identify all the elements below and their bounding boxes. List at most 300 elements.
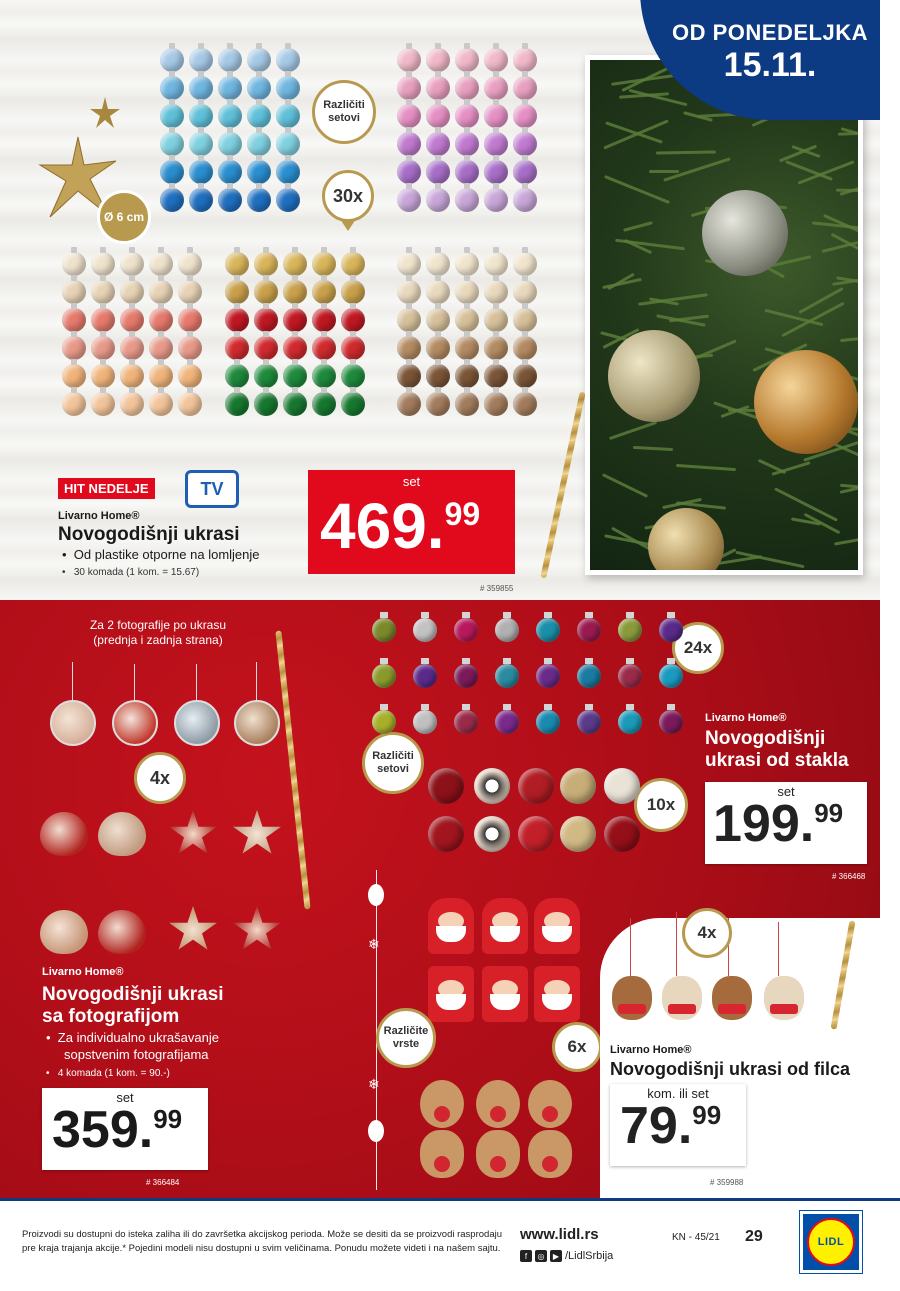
tree-needle	[632, 446, 672, 451]
classic-ornament	[254, 280, 278, 304]
neutral-ornament	[484, 308, 508, 332]
classic-ornament	[283, 308, 307, 332]
pastel-ornament	[149, 364, 173, 388]
neutral-ornament	[484, 392, 508, 416]
glass-ball-red	[428, 768, 464, 804]
date-badge-line1: OD PONEDELJKA	[672, 20, 868, 45]
pastel-ornament	[120, 364, 144, 388]
offer2-code: # 366484	[146, 1178, 180, 1187]
classic-ornament	[283, 336, 307, 360]
offer3-price-cents: 99	[814, 798, 844, 828]
pastel-ornament	[149, 308, 173, 332]
bottom-offers-section	[0, 600, 880, 1198]
blue-ornament	[247, 160, 271, 184]
offer2-bullet2: • 4 komada (1 kom. = 90.-)	[46, 1068, 170, 1079]
glass-ornament	[413, 710, 437, 734]
glass-ball-white	[604, 768, 640, 804]
tv-icon-label: TV	[200, 478, 224, 499]
tree-needle	[609, 421, 657, 440]
glass-ornament	[659, 664, 683, 688]
glass-ball-pattern	[474, 816, 510, 852]
pink-ornament	[426, 188, 450, 212]
offer2-price-label: set	[116, 1090, 134, 1105]
classic-ornament	[283, 280, 307, 304]
classic-ornament	[225, 308, 249, 332]
offer3-price	[713, 792, 843, 856]
tree-needle	[649, 170, 679, 173]
pink-ornament	[513, 160, 537, 184]
blue-ornament	[247, 104, 271, 128]
blue-ornament	[160, 48, 184, 72]
glass-ornament	[577, 710, 601, 734]
pastel-ornament	[149, 252, 173, 276]
offer4-count-badge-b	[552, 1022, 602, 1072]
offer1-brand: Livarno Home®	[58, 510, 140, 522]
garland-snowflake-icon: ❄	[368, 1076, 380, 1092]
glass-ball-pattern	[474, 768, 510, 804]
pastel-ornament	[91, 364, 115, 388]
pink-ornament	[513, 76, 537, 100]
pink-ornament	[455, 48, 479, 72]
pink-ornament	[426, 48, 450, 72]
classic-ornament	[225, 364, 249, 388]
offer3-title-line2: ukrasi od stakla	[705, 750, 849, 771]
felt-reindeer-ornament	[612, 976, 652, 1020]
offer1-price-box	[308, 470, 515, 574]
count-badge	[322, 170, 374, 222]
ornament-grid-lower-left	[62, 252, 202, 416]
pastel-ornament	[149, 280, 173, 304]
offer3-brand: Livarno Home®	[705, 712, 787, 724]
pastel-ornament	[149, 392, 173, 416]
glass-ornament	[536, 710, 560, 734]
classic-ornament	[225, 252, 249, 276]
pink-ornament	[513, 188, 537, 212]
glass-ball-red	[428, 816, 464, 852]
photo-ornament-ball	[174, 700, 220, 746]
string	[630, 918, 631, 976]
neutral-ornament	[397, 336, 421, 360]
ornament-grid-lower-right	[397, 252, 537, 416]
lidl-logo	[800, 1211, 862, 1273]
neutral-ornament	[513, 336, 537, 360]
blue-ornament	[218, 160, 242, 184]
date-badge-line2: 15.11.	[723, 46, 817, 84]
neutral-ornament	[455, 308, 479, 332]
blue-ornament	[247, 48, 271, 72]
sets-badge	[312, 80, 376, 144]
pastel-ornament	[178, 336, 202, 360]
neutral-ornament	[484, 280, 508, 304]
glass-ornament	[454, 618, 478, 642]
blue-ornament	[160, 160, 184, 184]
offer3-code: # 366468	[832, 872, 866, 881]
offer1-bullet1-text: Od plastike otporne na lomljenje	[73, 547, 260, 562]
offer4-price-cents: 99	[692, 1100, 722, 1130]
glass-ball-red	[604, 816, 640, 852]
glass-ball-red	[518, 768, 554, 804]
offer2-bullet1-cont: sopstvenim fotografijama	[64, 1047, 209, 1062]
offer1-bullet1: • Od plastike otporne na lomljenje	[62, 547, 260, 562]
photo-ornament-heart	[98, 812, 146, 856]
classic-ornament	[312, 280, 336, 304]
neutral-ornament	[397, 392, 421, 416]
pastel-ornament	[178, 364, 202, 388]
offer2-bullet2-text: 4 komada (1 kom. = 90.-)	[57, 1068, 170, 1079]
top-offer-section	[0, 0, 900, 600]
neutral-ornament	[426, 308, 450, 332]
blue-ornament	[276, 132, 300, 156]
tree-needle	[799, 287, 844, 314]
facebook-icon[interactable]: f	[520, 1250, 532, 1262]
pink-ornament	[397, 160, 421, 184]
pink-ornament	[426, 104, 450, 128]
offer3-count-badge-b-label: 10x	[646, 795, 676, 814]
pastel-ornament	[120, 308, 144, 332]
blue-ornament	[189, 132, 213, 156]
photo-ornament-heart	[40, 910, 88, 954]
offer2-price-box	[42, 1088, 208, 1170]
blue-ornament	[189, 188, 213, 212]
glass-ball-red	[518, 816, 554, 852]
pink-ornament	[455, 132, 479, 156]
tree-needle	[623, 221, 653, 232]
blue-ornament	[160, 188, 184, 212]
blue-ornament	[189, 76, 213, 100]
blue-ornament	[247, 188, 271, 212]
offer2-price	[52, 1098, 182, 1162]
pink-ornament	[426, 132, 450, 156]
lidl-logo-text: LIDL	[817, 1236, 845, 1248]
glass-ornament	[618, 664, 642, 688]
photo-ornament-heart	[40, 812, 88, 856]
glass-ornament	[495, 710, 519, 734]
blue-ornament	[247, 76, 271, 100]
santa-ornament	[428, 898, 474, 954]
neutral-ornament	[513, 392, 537, 416]
glass-ornament	[372, 618, 396, 642]
offer1-title: Novogodišnji ukrasi	[58, 524, 240, 545]
pastel-ornament	[62, 308, 86, 332]
pink-ornament	[484, 188, 508, 212]
offer2-title-line1: Novogodišnji ukrasi	[42, 984, 224, 1005]
pink-ornament	[426, 76, 450, 100]
string	[256, 662, 257, 702]
glass-ornament	[536, 618, 560, 642]
offer4-code: # 359988	[710, 1178, 744, 1187]
offer4-brand: Livarno Home®	[610, 1044, 692, 1056]
pink-ornament	[397, 104, 421, 128]
instagram-icon[interactable]: ◎	[535, 1250, 547, 1262]
classic-ornament	[254, 308, 278, 332]
pink-ornament	[455, 104, 479, 128]
neutral-ornament	[455, 280, 479, 304]
offer4-title: Novogodišnji ukrasi od filca	[610, 1059, 851, 1079]
youtube-icon[interactable]: ▶	[550, 1250, 562, 1262]
size-badge	[97, 190, 151, 244]
photo-ornament-star	[168, 810, 218, 858]
offer2-price-int: 359.	[52, 1101, 154, 1159]
offer4-types-badge-label: Različite vrste	[383, 1025, 429, 1050]
blue-ornament	[218, 104, 242, 128]
footer-disclaimer: Proizvodi su dostupni do isteka zaliha ili do završetka akcijskog perioda. Može se desiti da se proizvodi rasprodaju pre kraja trajanja akcije.* Pojedini modeli nisu dostupni u svim veličinama. Ponudu možete videti i na našem sajtu.	[22, 1229, 503, 1254]
classic-ornament	[312, 336, 336, 360]
photo-ornament-star	[232, 810, 282, 858]
reindeer-ornament	[528, 1080, 572, 1128]
neutral-ornament	[513, 364, 537, 388]
offer3-sets-badge	[362, 732, 424, 794]
neutral-ornament	[513, 252, 537, 276]
pink-ornament	[455, 188, 479, 212]
glass-ornament	[659, 618, 683, 642]
neutral-ornament	[426, 392, 450, 416]
tree-needle	[798, 160, 855, 184]
pastel-ornament	[62, 252, 86, 276]
glass-ornament	[536, 664, 560, 688]
santa-ornament	[482, 966, 528, 1022]
blue-ornament	[276, 48, 300, 72]
pastel-ornament	[178, 392, 202, 416]
santa-ornament	[534, 966, 580, 1022]
offer2-title-line2: sa fotografijom	[42, 1006, 180, 1027]
offer3-count-badge-b	[634, 778, 688, 832]
pink-ornament	[484, 76, 508, 100]
sets-badge-label: Različiti setovi	[323, 99, 365, 124]
size-badge-label: Ø 6 cm	[103, 210, 145, 224]
offer4-count-badge-a	[682, 908, 732, 958]
offer1-code: # 359855	[480, 584, 514, 593]
neutral-ornament	[426, 364, 450, 388]
pink-ornament	[513, 104, 537, 128]
pink-ornament	[397, 48, 421, 72]
blue-ornament	[160, 132, 184, 156]
blue-ornament	[160, 76, 184, 100]
glass-ornament	[495, 664, 519, 688]
offer3-price-int: 199.	[713, 795, 815, 853]
pink-ornament	[513, 48, 537, 72]
pastel-ornament	[149, 336, 173, 360]
blue-ornament	[276, 188, 300, 212]
pink-ornament	[513, 132, 537, 156]
footer-line	[0, 1198, 900, 1201]
pastel-ornament	[91, 392, 115, 416]
photo-ornament-heart	[98, 910, 146, 954]
neutral-ornament	[426, 252, 450, 276]
classic-ornament	[312, 364, 336, 388]
photo-ornament-ball	[234, 700, 280, 746]
copper-ball	[754, 350, 858, 454]
champagne-ball	[608, 330, 700, 422]
pink-ornament	[426, 160, 450, 184]
neutral-ornament	[455, 252, 479, 276]
glass-ornament	[413, 618, 437, 642]
pastel-ornament	[91, 252, 115, 276]
neutral-ornament	[513, 308, 537, 332]
count-badge-tail	[340, 219, 356, 231]
neutral-ornament	[455, 392, 479, 416]
offer3-count-badge-a-label: 24x	[683, 638, 713, 657]
pastel-ornament	[62, 280, 86, 304]
pink-ornament	[484, 132, 508, 156]
pink-ornament	[484, 160, 508, 184]
tree-needle	[676, 464, 736, 471]
tree-needle	[656, 150, 716, 154]
neutral-ornament	[455, 336, 479, 360]
lidl-logo-circle	[807, 1218, 855, 1266]
offer3-price-box	[705, 782, 867, 864]
photo-ornament-star	[232, 906, 282, 954]
offer3-title-line1: Novogodišnji	[705, 728, 826, 749]
footer	[0, 1198, 900, 1291]
tree-needle	[840, 333, 863, 342]
classic-ornament	[225, 336, 249, 360]
neutral-ornament	[397, 364, 421, 388]
classic-ornament	[341, 308, 365, 332]
pink-ornament	[397, 76, 421, 100]
offer2-count-badge	[134, 752, 186, 804]
blue-ornament	[276, 160, 300, 184]
classic-ornament	[312, 252, 336, 276]
classic-ornament	[254, 252, 278, 276]
glass-ball-gold	[560, 816, 596, 852]
offer1-price-cents: 99	[444, 496, 481, 532]
classic-ornament	[312, 308, 336, 332]
ornament-grid-pink	[397, 48, 537, 212]
ornament-grid-blue	[160, 48, 300, 212]
garland-snowflake-icon: ❄	[368, 936, 380, 952]
offer4-types-badge	[376, 1008, 436, 1068]
offer2-count-badge-label: 4x	[149, 767, 171, 788]
classic-ornament	[254, 392, 278, 416]
glass-ornament	[618, 618, 642, 642]
classic-ornament	[225, 280, 249, 304]
string	[72, 662, 73, 702]
neutral-ornament	[484, 252, 508, 276]
reindeer-ornament	[476, 1130, 520, 1178]
gold-ribbon	[275, 630, 310, 909]
pastel-ornament	[120, 252, 144, 276]
glass-ornament	[372, 710, 396, 734]
pastel-ornament	[62, 336, 86, 360]
blue-ornament	[218, 76, 242, 100]
neutral-ornament	[426, 336, 450, 360]
blue-ornament	[276, 104, 300, 128]
hit-label	[58, 478, 155, 499]
footer-kn: KN - 45/21	[672, 1232, 720, 1243]
felt-reindeer-ornament	[662, 976, 702, 1020]
pink-ornament	[397, 188, 421, 212]
blue-ornament	[247, 132, 271, 156]
pastel-ornament	[120, 280, 144, 304]
pastel-ornament	[62, 392, 86, 416]
classic-ornament	[283, 364, 307, 388]
footer-website-link[interactable]: www.lidl.rs	[520, 1226, 599, 1243]
glass-ornament	[577, 618, 601, 642]
christmas-tree-photo	[585, 55, 863, 575]
page-margin	[880, 0, 900, 1198]
pastel-ornament	[178, 280, 202, 304]
garland-snowman	[368, 1120, 384, 1142]
offer4-count-badge-a-label: 4x	[697, 923, 717, 942]
santa-ornament	[428, 966, 474, 1022]
pink-ornament	[455, 160, 479, 184]
classic-ornament	[341, 364, 365, 388]
offer4-price-box	[610, 1084, 746, 1166]
classic-ornament	[283, 392, 307, 416]
glass-ornament	[372, 664, 396, 688]
footer-social	[520, 1250, 613, 1262]
blue-ornament	[189, 104, 213, 128]
glass-ornament	[618, 710, 642, 734]
gold-ball	[648, 508, 724, 575]
blue-ornament	[218, 188, 242, 212]
neutral-ornament	[455, 364, 479, 388]
offer1-bullet2: • 30 komada (1 kom. = 15.67)	[62, 567, 200, 578]
glass-ornament	[454, 710, 478, 734]
tree-needle	[781, 302, 844, 338]
glass-ornament	[413, 664, 437, 688]
ornament-grid-lower-mid	[225, 252, 365, 416]
blue-ornament	[160, 104, 184, 128]
string	[196, 664, 197, 702]
offer2-brand: Livarno Home®	[42, 966, 124, 978]
offer4-count-badge-b-label: 6x	[567, 1037, 587, 1056]
classic-ornament	[225, 392, 249, 416]
reindeer-ornament	[420, 1080, 464, 1128]
offer4-price-label: kom. ili set	[647, 1086, 709, 1101]
classic-ornament	[254, 364, 278, 388]
neutral-ornament	[484, 364, 508, 388]
neutral-ornament	[484, 336, 508, 360]
photo-caption	[78, 618, 238, 648]
classic-ornament	[341, 336, 365, 360]
pastel-ornament	[120, 336, 144, 360]
santa-ornament	[534, 898, 580, 954]
pastel-ornament	[91, 308, 115, 332]
felt-reindeer-ornament	[712, 976, 752, 1020]
hit-label-text: HIT NEDELJE	[64, 481, 149, 496]
tree-needle	[834, 537, 863, 545]
blue-ornament	[276, 76, 300, 100]
neutral-ornament	[397, 252, 421, 276]
neutral-ornament	[397, 308, 421, 332]
glass-ornament	[495, 618, 519, 642]
pastel-ornament	[178, 308, 202, 332]
pastel-ornament	[62, 364, 86, 388]
offer2-bullet1: • Za individualno ukrašavanje	[46, 1030, 219, 1045]
classic-ornament	[283, 252, 307, 276]
social-handle: /LidlSrbija	[565, 1250, 614, 1262]
neutral-ornament	[426, 280, 450, 304]
felt-reindeer-ornament	[764, 976, 804, 1020]
silver-ball	[702, 190, 788, 276]
gold-star-icon	[88, 96, 122, 130]
reindeer-ornament	[476, 1080, 520, 1128]
classic-ornament	[312, 392, 336, 416]
blue-ornament	[189, 160, 213, 184]
classic-ornament	[254, 336, 278, 360]
pastel-ornament	[178, 252, 202, 276]
photo-ornament-ball	[112, 700, 158, 746]
classic-ornament	[341, 280, 365, 304]
blue-ornament	[218, 132, 242, 156]
offer1-price	[320, 488, 480, 564]
pastel-ornament	[91, 280, 115, 304]
garland-snowman	[368, 884, 384, 906]
pastel-ornament	[91, 336, 115, 360]
offer1-price-int: 469.	[320, 490, 445, 562]
pink-ornament	[484, 48, 508, 72]
